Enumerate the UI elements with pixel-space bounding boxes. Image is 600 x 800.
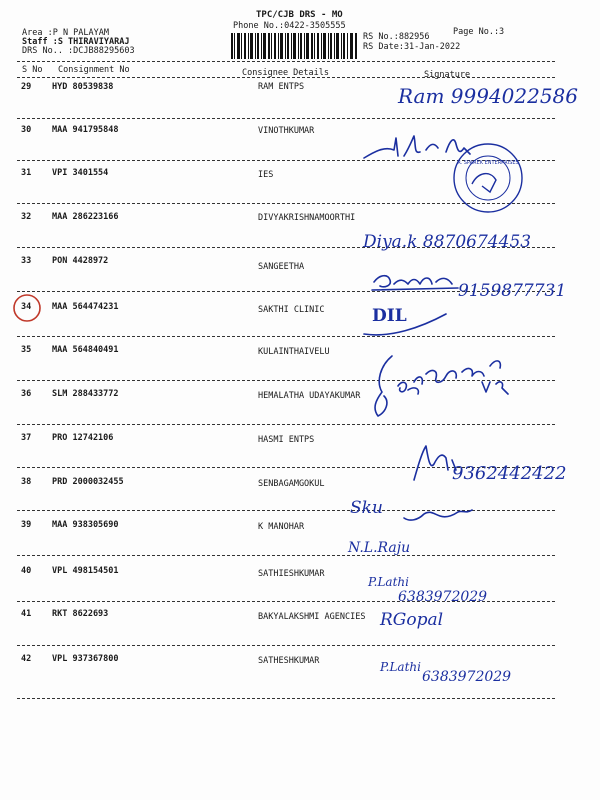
page-number: Page No.:3 — [453, 27, 505, 37]
col-signature: Signature — [424, 70, 471, 80]
row-consignee: IES — [258, 170, 274, 180]
row-sno: 36 — [21, 389, 32, 399]
signature-row-32: Diya.k 8870674453 — [363, 232, 532, 252]
signature-row-40b: 6383972029 — [398, 589, 488, 605]
rs-number: RS No.:882956 — [363, 32, 430, 42]
row-divider — [17, 118, 555, 119]
row-divider — [17, 645, 555, 646]
row-consignee: VINOTHKUMAR — [258, 126, 315, 136]
row-consignment: MAA 941795848 — [52, 125, 119, 135]
company-stamp — [450, 140, 526, 216]
row-consignee: SANGEETHA — [258, 262, 305, 272]
row-consignment: MAA 564474231 — [52, 302, 119, 312]
row-sno: 40 — [21, 566, 32, 576]
row-sno: 32 — [21, 212, 32, 222]
drs-number: DRS No.. :DCJB88295603 — [22, 46, 135, 56]
row-consignee: RAM ENTPS — [258, 82, 305, 92]
col-consignment: Consignment No — [58, 65, 130, 75]
row-sno: 41 — [21, 609, 32, 619]
signature-row-41: RGopal — [380, 610, 444, 630]
row-consignee: SATHIESHKUMAR — [258, 569, 325, 579]
barcode — [230, 33, 358, 59]
row-consignee: SATHESHKUMAR — [258, 656, 320, 666]
signature-row-39-scribble — [400, 504, 478, 526]
row-consignment: PRO 12742106 — [52, 433, 114, 443]
col-sno: S No — [22, 65, 43, 75]
rs-date: RS Date:31-Jan-2022 — [363, 42, 461, 52]
row-consignee: SAKTHI CLINIC — [258, 305, 325, 315]
row-consignment: RKT 8622693 — [52, 609, 109, 619]
row-divider — [17, 555, 555, 556]
row-consignment: MAA 938305690 — [52, 520, 119, 530]
row-sno: 31 — [21, 168, 32, 178]
signature-row-33: 9159877731 — [458, 281, 567, 301]
signature-row-33-scribble — [370, 268, 460, 294]
row-consignment: PRD 2000032455 — [52, 477, 124, 487]
header-rule-top — [17, 61, 555, 62]
circle-mark — [11, 292, 43, 324]
col-consignee: Consignee Details — [242, 68, 329, 78]
row-consignee: K MANOHAR — [258, 522, 305, 532]
row-consignment: VPL 498154501 — [52, 566, 119, 576]
row-consignment: HYD 80539838 — [52, 82, 114, 92]
signature-row-42b: 6383972029 — [422, 669, 512, 685]
row-consignee: SENBAGAMGOKUL — [258, 479, 325, 489]
row-consignment: SLM 288433772 — [52, 389, 119, 399]
row-divider — [17, 698, 555, 699]
row-sno: 37 — [21, 433, 32, 443]
row-sno: 35 — [21, 345, 32, 355]
row-consignee: HASMI ENTPS — [258, 435, 315, 445]
row-consignment: PON 4428972 — [52, 256, 109, 266]
row-consignee: KULAINTHAIVELU — [258, 347, 330, 357]
row-consignment: MAA 564840491 — [52, 345, 119, 355]
row-consignment: VPL 937367800 — [52, 654, 119, 664]
row-sno: 39 — [21, 520, 32, 530]
signature-row-29: Ram 9994022586 — [398, 84, 579, 108]
row-sno: 42 — [21, 654, 32, 664]
row-divider — [17, 424, 555, 425]
row-consignment: VPI 3401554 — [52, 168, 109, 178]
row-consignment: MAA 286223166 — [52, 212, 119, 222]
row-divider — [17, 336, 555, 337]
row-sno: 34 — [21, 302, 32, 312]
row-consignee: DIVYAKRISHNAMOORTHI — [258, 213, 356, 223]
signature-row-35-36 — [362, 352, 532, 422]
row-consignee: BAKYALAKSHMI AGENCIES — [258, 612, 366, 622]
row-sno: 29 — [21, 82, 32, 92]
staff: Staff :S THIRAVIYARAJ — [22, 37, 130, 47]
row-consignee: HEMALATHA UDAYAKUMAR — [258, 391, 361, 401]
signature-row-40a: P.Lathi — [368, 575, 409, 589]
signature-row-34: DIL — [372, 306, 407, 326]
signature-row-39b: N.L.Raju — [348, 540, 411, 556]
signature-row-34-underline — [360, 304, 450, 340]
signature-row-39a: Sku — [350, 498, 383, 518]
stamp-text: R. SPAREK ENTERPRISES — [457, 160, 519, 166]
row-sno: 33 — [21, 256, 32, 266]
phone-number: Phone No.:0422-3505555 — [233, 21, 346, 31]
row-sno: 38 — [21, 477, 32, 487]
area: Area :P N PALAYAM — [22, 28, 109, 38]
signature-row-42a: P.Lathi — [380, 660, 421, 674]
header-rule-bottom — [17, 77, 555, 78]
signature-row-37: 9362442422 — [452, 463, 567, 484]
sheet-title: TPC/CJB DRS - MO — [256, 10, 343, 20]
row-sno: 30 — [21, 125, 32, 135]
